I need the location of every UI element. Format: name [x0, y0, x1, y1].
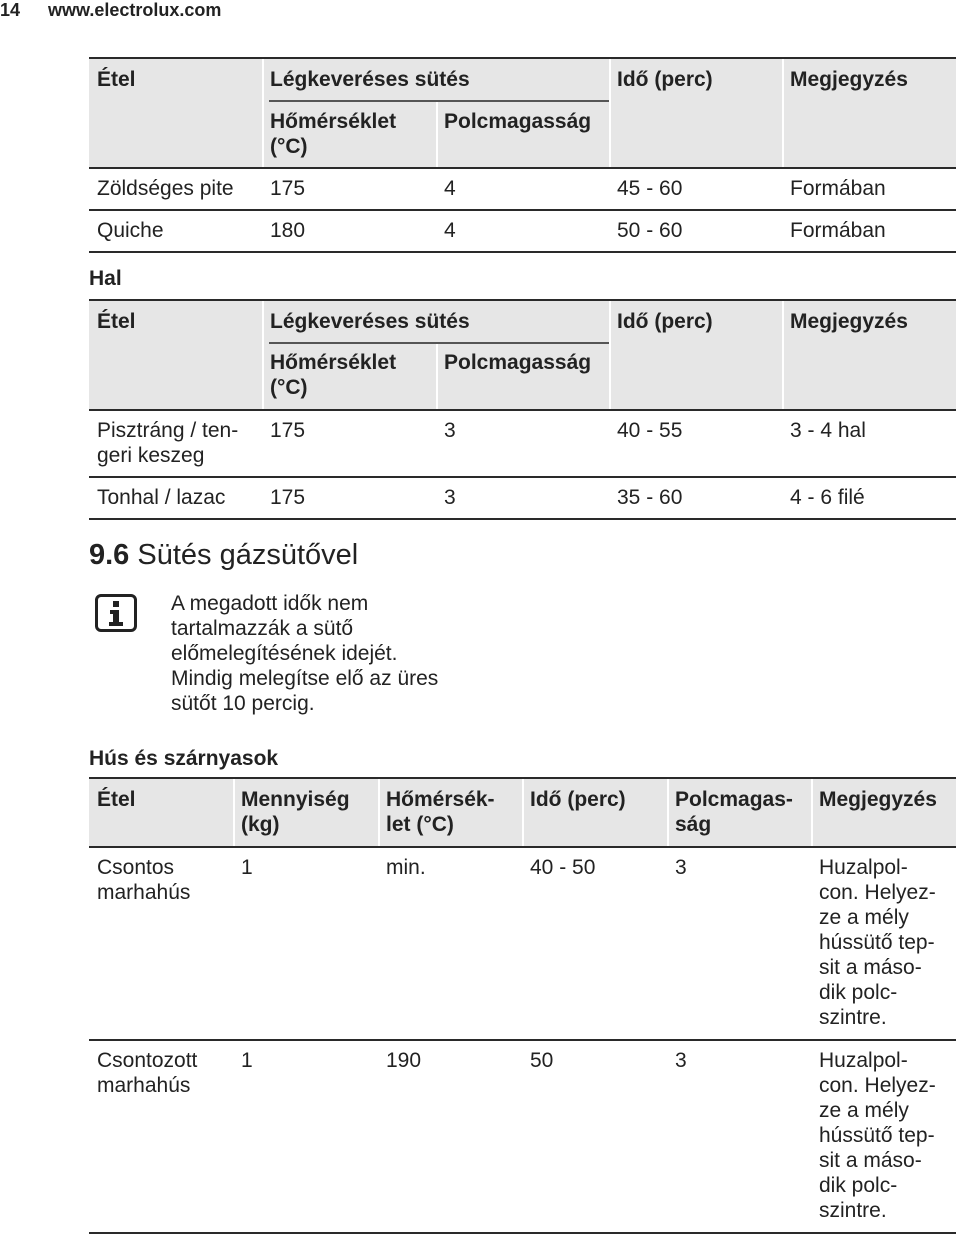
- table3-header-rule: [89, 846, 956, 848]
- table3-row-note: szintre.: [819, 1199, 887, 1222]
- table3-row-note: ze a mély: [819, 1099, 909, 1122]
- table3-row-note: con. Helyez-: [819, 881, 936, 904]
- table1-col-mode: Légkeveréses sütés: [270, 68, 470, 91]
- section-title-text: Sütés gázsütővel: [137, 539, 359, 571]
- table1-sep: [609, 58, 611, 167]
- table1-sub-shelf: Polcmagasság: [444, 110, 592, 133]
- table2-row-food: Tonhal / lazac: [97, 486, 226, 509]
- page-number: 14: [0, 0, 21, 20]
- table2-row-food: Pisztráng / ten-: [97, 419, 239, 442]
- table2-row-shelf: 3: [444, 419, 456, 442]
- table2-header-rule: [89, 409, 956, 411]
- table2-bottom-rule: [89, 518, 956, 520]
- info-note-line: Mindig melegítse elő az üres: [171, 667, 439, 690]
- table1-col-time: Idő (perc): [617, 68, 713, 91]
- table3-row-shelf: 3: [675, 856, 687, 879]
- table2-row-note: 3 - 4 hal: [790, 419, 866, 442]
- info-note-line: tartalmazzák a sütő: [171, 617, 354, 640]
- table3-row-note: szintre.: [819, 1006, 887, 1029]
- table3-row-note: Huzalpol-: [819, 1049, 908, 1072]
- table1-header-rule: [89, 167, 956, 169]
- table3-top-rule: [89, 777, 956, 779]
- table1-bottom-rule: [89, 251, 956, 253]
- table3-row-time: 40 - 50: [530, 856, 596, 879]
- table3-row-note: ze a mély: [819, 906, 909, 929]
- table1-row-food: Quiche: [97, 219, 164, 242]
- table3-row-note: dik polc-: [819, 1174, 898, 1197]
- table1-sep: [436, 100, 438, 167]
- table2-row-temp: 175: [270, 419, 306, 442]
- info-note-line: A megadott idők nem: [171, 592, 369, 615]
- table1-sep: [262, 58, 264, 167]
- table2-col-time: Idő (perc): [617, 310, 713, 333]
- table3-row-note: Huzalpol-: [819, 856, 908, 879]
- table3-sep: [811, 778, 813, 846]
- table1-sub-temp: Hőmérséklet: [270, 110, 397, 133]
- table3-sep: [378, 778, 380, 846]
- table1-row-temp: 175: [270, 177, 306, 200]
- table2-sep: [609, 300, 611, 409]
- table3-sep: [233, 778, 235, 846]
- table1-row-shelf: 4: [444, 177, 456, 200]
- table2-col-food: Étel: [97, 310, 136, 333]
- table2-row-note: 4 - 6 filé: [790, 486, 865, 509]
- table3-row-note: hússütő tep-: [819, 931, 935, 954]
- table3-col-shelf: Polcmagas-: [675, 788, 793, 811]
- table3-col-qty: Mennyiség: [241, 788, 350, 811]
- table2-row-time: 35 - 60: [617, 486, 683, 509]
- table3-row-shelf: 3: [675, 1049, 687, 1072]
- table2-row-food-cont: geri keszeg: [97, 444, 205, 467]
- table1-top-rule: [89, 57, 956, 59]
- table2-sub-shelf: Polcmagasság: [444, 351, 592, 374]
- table1-col-food: Étel: [97, 68, 136, 91]
- table2-row-temp: 175: [270, 486, 306, 509]
- table3-row-note: sit a máso-: [819, 956, 922, 979]
- table3-col-temp-unit: let (°C): [386, 813, 454, 836]
- table3-row-temp: 190: [386, 1049, 422, 1072]
- info-note-line: sütőt 10 percig.: [171, 692, 315, 715]
- table1-row-rule: [89, 209, 956, 211]
- section-title-9-6: [89, 539, 358, 571]
- table3-row-qty: 1: [241, 1049, 253, 1072]
- table3-row-qty: 1: [241, 856, 253, 879]
- table3-row-food: Csontos: [97, 856, 175, 879]
- table2-sub-rule: [269, 342, 609, 344]
- table3-row-rule: [89, 1039, 956, 1041]
- table3-sep: [667, 778, 669, 846]
- table3-col-shelf-cont: ság: [675, 813, 712, 836]
- table2-col-note: Megjegyzés: [790, 310, 908, 333]
- table2-sep: [436, 342, 438, 409]
- table2-sep: [782, 300, 784, 409]
- table3-row-note: dik polc-: [819, 981, 898, 1004]
- table1-sub-temp-unit: (°C): [270, 135, 308, 158]
- table1-row-time: 50 - 60: [617, 219, 683, 242]
- table2-row-time: 40 - 55: [617, 419, 683, 442]
- section-heading-hal: Hal: [89, 267, 122, 290]
- section-heading-hus: Hús és szárnyasok: [89, 747, 279, 770]
- table3-row-note: con. Helyez-: [819, 1074, 936, 1097]
- table1-sep: [782, 58, 784, 167]
- info-note-line: előmelegítésének idejét.: [171, 642, 398, 665]
- table3-row-food-cont: marhahús: [97, 881, 191, 904]
- table3-row-food-cont: marhahús: [97, 1074, 191, 1097]
- table3-row-note: hússütő tep-: [819, 1124, 935, 1147]
- table3-row-food: Csontozott: [97, 1049, 198, 1072]
- table1-row-temp: 180: [270, 219, 306, 242]
- table1-col-note: Megjegyzés: [790, 68, 908, 91]
- table1-row-time: 45 - 60: [617, 177, 683, 200]
- table3-col-food: Étel: [97, 788, 136, 811]
- table1-row-shelf: 4: [444, 219, 456, 242]
- table2-sub-temp-unit: (°C): [270, 376, 308, 399]
- table3-bottom-rule: [89, 1232, 956, 1234]
- table3-row-temp: min.: [386, 856, 426, 879]
- table3-col-temp: Hőmérsék-: [386, 788, 495, 811]
- table3-col-note: Megjegyzés: [819, 788, 937, 811]
- table2-sub-temp: Hőmérséklet: [270, 351, 397, 374]
- table1-row-note: Formában: [790, 219, 886, 242]
- table3-row-time: 50: [530, 1049, 554, 1072]
- table1-row-note: Formában: [790, 177, 886, 200]
- table3-row-note: sit a máso-: [819, 1149, 922, 1172]
- info-icon: [95, 594, 137, 632]
- table2-sep: [262, 300, 264, 409]
- table2-row-rule: [89, 476, 956, 478]
- table2-top-rule: [89, 299, 956, 301]
- website-url: www.electrolux.com: [48, 0, 222, 20]
- table3-col-qty-unit: (kg): [241, 813, 280, 836]
- table3-sep: [522, 778, 524, 846]
- table1-row-food: Zöldséges pite: [97, 177, 234, 200]
- section-number: 9.6: [89, 539, 130, 571]
- table3-col-time: Idő (perc): [530, 788, 626, 811]
- table2-row-shelf: 3: [444, 486, 456, 509]
- table1-sub-rule: [269, 100, 609, 102]
- table2-col-mode: Légkeveréses sütés: [270, 310, 470, 333]
